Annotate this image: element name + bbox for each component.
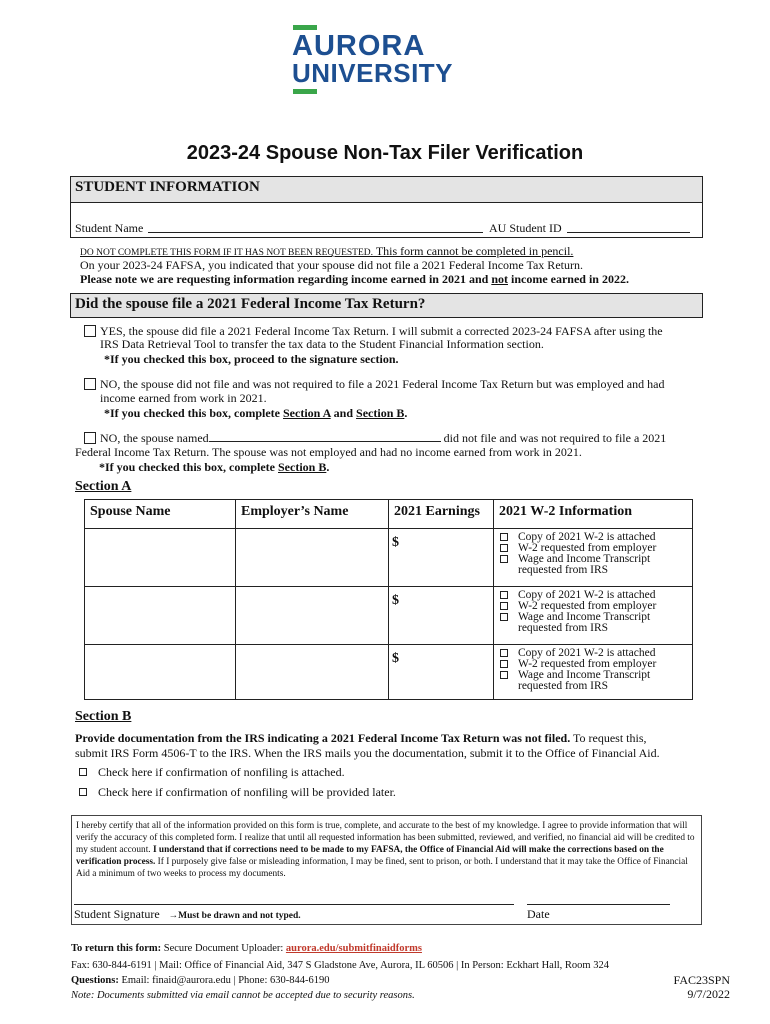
section-b-bold: Provide documentation from the IRS indicating a 2021 Federal Income Tax Return was not filed. <box>75 731 571 745</box>
employer-name-cell[interactable] <box>236 645 389 700</box>
earnings-cell[interactable] <box>389 529 494 587</box>
certification-box <box>71 815 702 925</box>
col-w2-info: 2021 W-2 Information <box>494 500 693 529</box>
note-section-a: Section A <box>283 406 331 420</box>
transcript-checkbox[interactable] <box>500 555 508 563</box>
opt3-note-end: . <box>326 460 330 474</box>
signature-label: Student Signature <box>74 907 160 921</box>
w2-opt-3: Wage and Income Transcript <box>518 611 651 623</box>
student-info-header: STUDENT INFORMATION <box>70 176 703 203</box>
w2-attached-checkbox[interactable] <box>500 649 508 657</box>
w2-opt-4: requested from IRS <box>518 622 609 634</box>
certification-text <box>76 820 700 880</box>
option-no-unemployed-note <box>99 460 329 474</box>
signature-line[interactable] <box>74 904 514 905</box>
section-b-title: Section B <box>75 709 132 724</box>
note-end: . <box>404 406 408 420</box>
w2-attached-checkbox[interactable] <box>500 591 508 599</box>
upload-link[interactable]: aurora.edu/submitfinaidforms <box>285 943 422 954</box>
col-employer-name: Employer’s Name <box>236 500 389 529</box>
questions-label: Questions: <box>71 975 119 986</box>
option-yes-line-1: YES, the spouse did file a 2021 Federal Income Tax Return. I will submit a corrected 2023-24 FAFSA after using the <box>100 324 663 338</box>
question-header: Did the spouse file a 2021 Federal Income Tax Return? <box>70 293 703 318</box>
nonfiling-later-checkbox[interactable] <box>79 788 87 796</box>
spouse-name-cell[interactable] <box>85 645 236 700</box>
footer-return <box>71 943 422 954</box>
currency-symbol: $ <box>392 651 399 666</box>
signature-row <box>74 907 301 923</box>
table-row <box>85 587 693 645</box>
notice-pencil: This form cannot be completed in pencil. <box>373 244 574 258</box>
notice-not: not <box>491 272 508 286</box>
footer-note: Note: Documents submitted via email cannot be accepted due to security reasons. <box>71 990 415 1001</box>
notice-line-3a: Please note we are requesting information regarding income earned in 2021 and <box>80 272 492 286</box>
spouse-name-cell[interactable] <box>85 587 236 645</box>
w2-opt-2: W-2 requested from employer <box>518 542 657 554</box>
option-yes-line-2: IRS Data Retrieval Tool to transfer the tax data to the Student Financial Information section. <box>100 337 544 351</box>
option-yes-note: *If you checked this box, proceed to the signature section. <box>104 352 399 366</box>
w2-requested-checkbox[interactable] <box>500 660 508 668</box>
w2-opt-1: Copy of 2021 W-2 is attached <box>518 589 656 601</box>
questions-text: Email: finaid@aurora.edu | Phone: 630-844-6190 <box>118 975 330 986</box>
w2-opt-2: W-2 requested from employer <box>518 658 657 670</box>
table-row <box>85 529 693 587</box>
section-b-rest: To request this, <box>570 731 647 745</box>
footer-contact: Fax: 630-844-6191 | Mail: Office of Financial Aid, 347 S Gladstone Ave, Aurora, IL 60506 | In Person: Eckhart Hall, Room 324 <box>71 960 609 971</box>
student-id-label: AU Student ID <box>489 221 562 235</box>
nonfiling-later-label: Check here if confirmation of nonfiling will be provided later. <box>98 785 396 799</box>
transcript-checkbox[interactable] <box>500 671 508 679</box>
footer-questions <box>71 975 330 986</box>
w2-opt-2: W-2 requested from employer <box>518 600 657 612</box>
note-section-b: Section B <box>356 406 405 420</box>
option-no-employed-note <box>104 406 407 420</box>
signature-note: →Must be drawn and not typed. <box>168 911 301 921</box>
page-title: 2023-24 Spouse Non-Tax Filer Verification <box>186 142 584 164</box>
option-no-unemployed-line-2: Federal Income Tax Return. The spouse was not employed and had no income earned from work in 2021. <box>75 445 582 459</box>
notice-line-2: On your 2023-24 FAFSA, you indicated that your spouse did not file a 2021 Federal Income Tax Return. <box>80 258 583 272</box>
return-label: To return this form: <box>71 943 162 954</box>
w2-cell <box>494 587 693 645</box>
w2-opt-3: Wage and Income Transcript <box>518 669 651 681</box>
col-spouse-name: Spouse Name <box>85 500 236 529</box>
notice-line-3b: income earned in 2022. <box>507 272 629 286</box>
date-line[interactable] <box>527 904 670 905</box>
transcript-checkbox[interactable] <box>500 613 508 621</box>
col-earnings: 2021 Earnings <box>389 500 494 529</box>
w2-cell <box>494 645 693 700</box>
opt3-note-a: *If you checked this box, complete <box>99 460 278 474</box>
student-id-field[interactable] <box>567 232 690 233</box>
option-no-unemployed-line-1 <box>100 431 700 445</box>
form-code: FAC23SPN <box>673 973 730 987</box>
section-a-table <box>84 499 693 700</box>
option-no-employed-line-1: NO, the spouse did not file and was not required to file a 2021 Federal Income Tax Return but was employed and had <box>100 377 665 391</box>
option-yes-checkbox[interactable] <box>84 325 96 337</box>
nonfiling-attached-label: Check here if confirmation of nonfiling is attached. <box>98 765 345 779</box>
employer-name-cell[interactable] <box>236 529 389 587</box>
w2-requested-checkbox[interactable] <box>500 602 508 610</box>
w2-opt-3: Wage and Income Transcript <box>518 553 651 565</box>
option-no-employed-checkbox[interactable] <box>84 378 96 390</box>
w2-opt-4: requested from IRS <box>518 680 609 692</box>
currency-symbol: $ <box>392 535 399 550</box>
earnings-cell[interactable] <box>389 587 494 645</box>
note-a: *If you checked this box, complete <box>104 406 283 420</box>
cert-text-bold: I understand that if corrections need to be made to my FAFSA, the Office of Financial Aid will make the corrections based on the verification process. <box>76 845 664 867</box>
notice-line-3 <box>80 272 629 286</box>
notice-small-caps: DO NOT COMPLETE THIS FORM IF IT HAS NOT BEEN REQUESTED. <box>80 248 374 258</box>
opt3-a: NO, the spouse named <box>100 431 209 445</box>
logo-line-1: AURORA <box>292 30 426 62</box>
cert-text-2: If I purposely give false or misleading information, I may be fined, sent to prison, or both. I understand that it may take the Office of Financial Aid a minimum of two weeks to process my documents. <box>76 857 688 879</box>
spouse-name-cell[interactable] <box>85 529 236 587</box>
w2-opt-1: Copy of 2021 W-2 is attached <box>518 647 656 659</box>
spouse-name-field[interactable] <box>209 431 441 442</box>
opt3-b: did not file and was not required to file a 2021 <box>440 431 667 445</box>
w2-requested-checkbox[interactable] <box>500 544 508 552</box>
w2-opt-1: Copy of 2021 W-2 is attached <box>518 531 656 543</box>
form-date: 9/7/2022 <box>687 987 730 1001</box>
earnings-cell[interactable] <box>389 645 494 700</box>
note-and: and <box>330 406 357 420</box>
cert-text-1: I hereby certify that all of the information provided on this form is true, complete, and accurate to the best of my knowledge. I agree to provide information that will verify the accuracy of this completed form. I realize that until all requested information has been submitted, reviewed, and verified, no financial aid will be credited to my student account. <box>76 821 695 855</box>
date-label: Date <box>527 907 550 921</box>
nonfiling-attached-checkbox[interactable] <box>79 768 87 776</box>
student-name-label: Student Name <box>75 221 144 235</box>
w2-cell <box>494 529 693 587</box>
student-name-field[interactable] <box>148 232 483 233</box>
logo-line-2: UNIVERSITY <box>292 58 454 88</box>
option-no-unemployed-checkbox[interactable] <box>84 432 96 444</box>
logo-accent-bottom <box>293 89 317 94</box>
section-b-line-2: submit IRS Form 4506-T to the IRS. When the IRS mails you the documentation, submit it to the Office of Financial Aid. <box>75 746 660 760</box>
section-a-title: Section A <box>75 479 132 494</box>
table-row <box>85 645 693 700</box>
option-no-employed-line-2: income earned from work in 2021. <box>100 391 267 405</box>
employer-name-cell[interactable] <box>236 587 389 645</box>
opt3-note-section-b: Section B <box>278 460 327 474</box>
w2-attached-checkbox[interactable] <box>500 533 508 541</box>
section-b-line-1 <box>75 731 705 745</box>
currency-symbol: $ <box>392 593 399 608</box>
return-text: Secure Document Uploader: <box>161 943 286 954</box>
w2-opt-4: requested from IRS <box>518 564 609 576</box>
